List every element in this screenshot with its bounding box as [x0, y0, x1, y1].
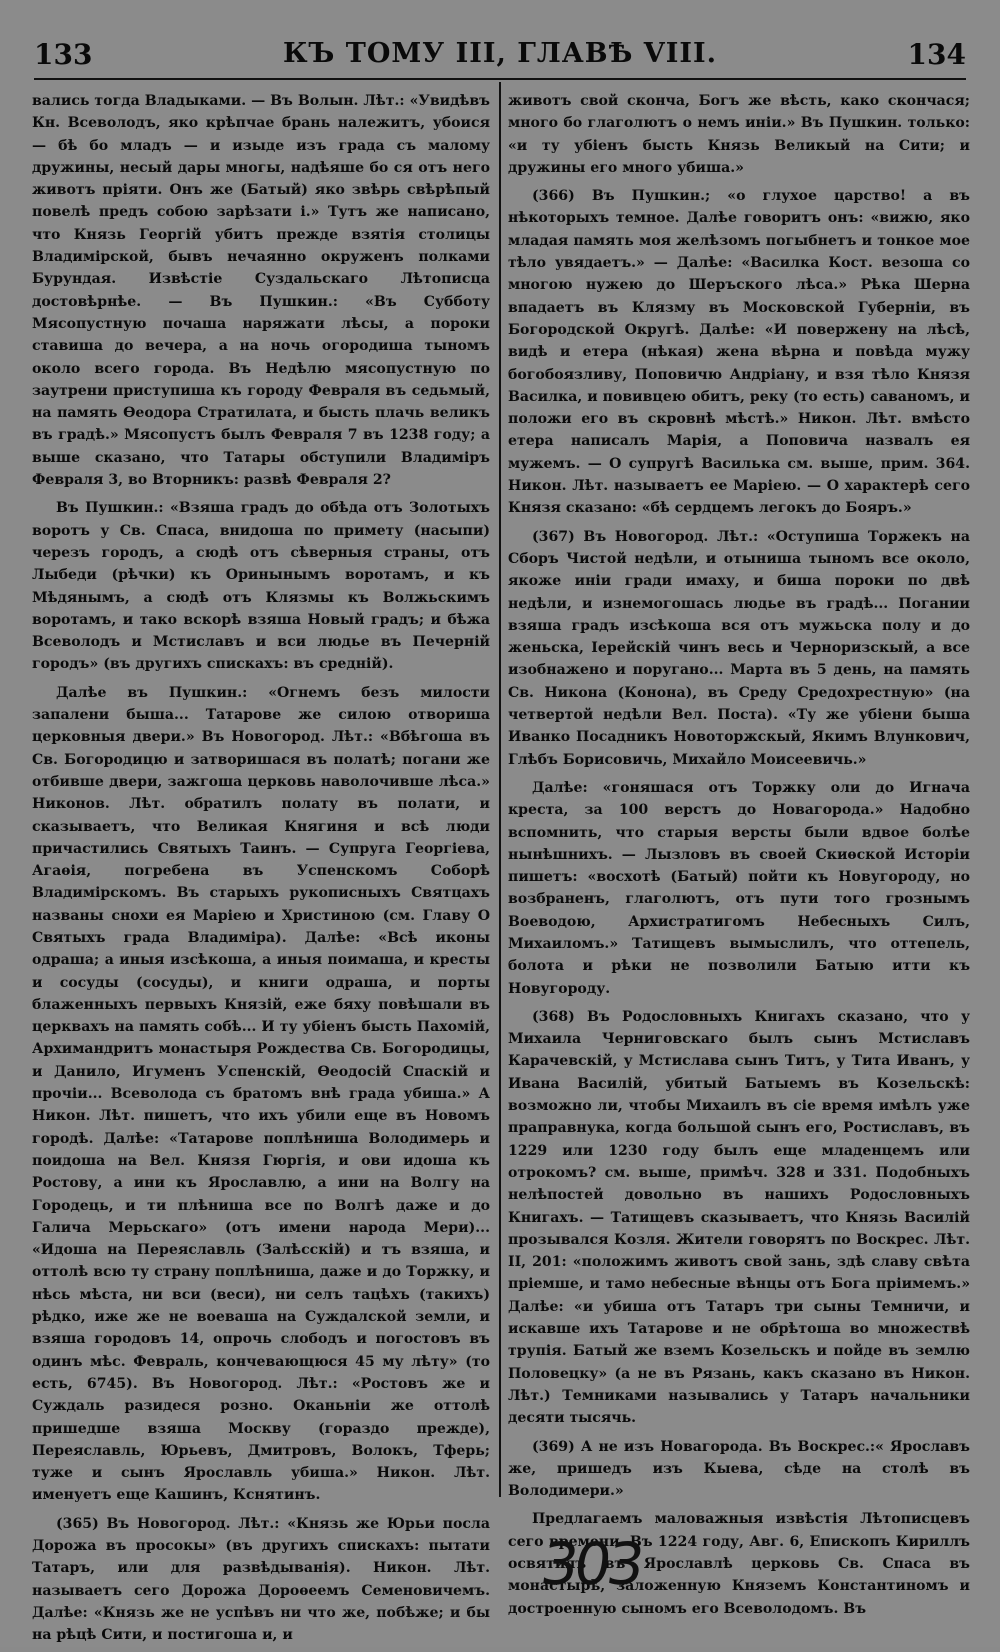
paragraph: Далѣе въ Пушкин.: «Огнемъ безъ милости запалени быша... Татарове же силою отвориша церковныя двери.» Въ Новогород. Лѣт.: «Вбѣгоша въ Св. Богородицю и затворишася въ полатѣ; погани же отбивше двери, зажгоша церковь наволочивше лѣса.» Никонов. Лѣт. обратилъ полату въ полати, и сказываетъ, что Великая Княгиня и всѣ люди причастились Святыхъ Таинъ. — Супруга Георгіева, Агаѳія, погребена въ Успенскомъ Соборѣ Владимірскомъ. Въ старыхъ рукописныхъ Святцахъ названы снохи ея Маріею и Христиною (см. Главу О Святыхъ града Владиміра). Далѣе: «Всѣ иконы одраша; а иныя изсѣкоша, а иныя поимаша, и кресты и сосуды (сосуды), и книги одраша, и порты блаженныхъ первыхъ Князій, еже бяху повѣшали въ церквахъ на память собѣ... И ту убіенъ бысть Пахомій, Архимандритъ монастыря Рождества Св. Богородицы, и Данило, Игуменъ Успенскій, Ѳеодосій Спаскій и прочіи... Всеволода съ братомъ внѣ града убиша.» А Никон. Лѣт. пишетъ, что ихъ убили еще въ Новомъ городѣ. Далѣе: «Татарове поплѣниша Володимерь и поидоша на Вел. Князя Гюргія, и ови идоша къ Ростову, а ини къ Ярославлю, а ини на Волгу на Городець, и ти плѣниша все по Волгѣ даже и до Галича Мерьскаго» (отъ имени народа Мери)... «Идоша на Переяславль (Залѣсскій) и тъ взяша, и оттолѣ всю ту страну поплѣниша, даже и до Торжку, и нѣсь мѣста, ни вси (веси), ни селъ тацѣхъ (такихъ) рѣдко, иже же не воеваша на Суждалской земли, и взяша городовъ 14, опрочь слободъ и погостовъ въ одинъ мѣс. Февраль, кончевающюся 45 му лѣту» (то есть, 6745). Въ Новогород. Лѣт.: «Ростовъ же и Суждаль разидеся розно. Оканьніи же оттолѣ пришедше взяша Москву (гораздо прежде), Переяславль, Юрьевъ, Дмитровъ, Волокъ, Тферь; туже и сынъ Ярославль убиша.» Никон. Лѣт. именуетъ еще Кашинъ, Кснятинъ. [32, 684, 490, 1504]
running-title: КЪ ТОМУ III, ГЛАВѢ VIII. [282, 38, 718, 69]
right-column [508, 90, 970, 1626]
paragraph: Далѣе: «гоняшася отъ Торжку оли до Игнача креста, за 100 верстъ до Новагорода.» Надобно вспомнить, что старыя версты были вдвое болѣе нынѣшнихъ. — Лызловъ въ своей Скиѳской Исторіи пишетъ: «восхотѣ (Батый) пойти къ Новугороду, но возбраненъ, глаголютъ, отъ пути того грознымъ Воеводою, Архистратигомъ Небесныхъ Силъ, Михаиломъ.» Татищевъ вымыслилъ, что оттепель, болота и рѣки не позволили Батыю итти къ Новугороду. [508, 779, 970, 997]
handwritten-number: 303 [536, 1530, 646, 1598]
page-number-right: 134 [907, 38, 966, 71]
paragraph: (368) Въ Родословныхъ Книгахъ сказано, что у Михаила Черниговскаго былъ сынъ Мстиславъ Карачевскій, у Мстислава сынъ Титъ, у Тита Иванъ, у Ивана Василій, убитый Батыемъ въ Козельскѣ: возможно ли, чтобы Михаилъ въ сіе время имѣлъ уже праправнука, когда большой сынъ его, Ростиславъ, въ 1229 или 1230 году былъ еще младенцемъ или отрокомъ? см. выше, примѣч. 328 и 331. Подобныхъ нелѣпостей довольно въ нашихъ Родословныхъ Книгахъ. — Татищевъ сказываетъ, что Князь Василій прозывался Козля. Жители говорятъ по Воскрес. Лѣт. II, 201: «положимъ животъ свой зань, здѣ славу свѣта пріемше, и тамо небесные вѣнцы отъ Бога пріимемъ.» Далѣе: «и убиша отъ Татаръ три сыны Темничи, и искавше ихъ Татарове и не обрѣтоша во множествѣ трупія. Батый же вземъ Козельскъ и пойде въ землю Половецку» (а не въ Рязань, какъ сказано въ Никон. Лѣт.) Темниками назывались у Татаръ начальники десяти тысячь. [508, 1008, 970, 1427]
column-divider [499, 82, 501, 1497]
running-header [34, 38, 966, 72]
paragraph: (366) Въ Пушкин.; «о глухое царство! а въ нѣкоторыхъ темное. Далѣе говоритъ онъ: «вижю, яко младая память моя желѣзомъ погыбнетъ и тонкое мое тѣло увядаетъ.» — Далѣе: «Василка Кост. везоша со многою нужею до Шеръского лѣса.» Рѣка Шерна впадаетъ въ Клязму въ Московской Губерніи, въ Богородской Округѣ. Далѣе: «И повержену на лѣсѣ, видѣ и етера (нѣкая) жена вѣрна и повѣда мужу богобоязливу, Поповичю Андріану, и взя тѣло Князя Василка, и повивцею обитъ, реку (то есть) саваномъ, и положи его въ скровнѣ мѣстѣ.» Никон. Лѣт. вмѣсто етера написалъ Марія, а Поповича назвалъ ея мужемъ. — О супругѣ Василька см. выше, прим. 364. Никон. Лѣт. называетъ ее Маріею. — О характерѣ сего Князя сказано: «бѣ сердцемъ легокъ до Бояръ.» [508, 188, 970, 517]
left-column [32, 90, 490, 1652]
paragraph: животъ свой скончa, Богъ же вѣсть, како скончася; много бо глаголютъ о немъ иніи.» Въ Пушкин. только: «и ту убіенъ бысть Князь Великый на Сити; и дружины его много убиша.» [508, 93, 970, 176]
paragraph: Въ Пушкин.: «Взяша градъ до обѣда отъ Золотыхъ воротъ у Св. Спаса, внидоша по примету (насыпи) черезъ городъ, а сюдѣ отъ сѣверныя страны, отъ Лыбеди (рѣчки) къ Оринынымъ воротамъ, и къ Мѣдянымъ, а сюдѣ отъ Клязмы къ Волжьскимъ воротамъ, и тако вскорѣ взяша Новый градъ; и бѣжа Всеволодъ и Мстиславъ и вси людье въ Печерній городъ» (въ другихъ спискахъ: въ средній). [32, 500, 490, 673]
paragraph: Предлагаемъ маловажныя извѣстія Лѣтописцевъ сего времени. Въ 1224 году, Авг. 6, Епископъ Кириллъ освятилъ въ Ярославлѣ церковь Св. Спаса въ монастырѣ, заложенную Княземъ Константиномъ и достроенную сыномъ его Всеволодомъ. Въ [508, 1511, 970, 1617]
paragraph: вались тогда Владыками. — Въ Волын. Лѣт.: «Увидѣвъ Кн. Всеволодъ, яко крѣпчае брань належитъ, убоися — бѣ бо младъ — и изыде изъ града съ малому дружины, несый дары многы, надѣяше бо ся отъ него животъ пріяти. Онъ же (Батый) яко звѣрь свѣрѣпый повелѣ предъ собою зарѣзати і.» Тутъ же написано, что Князь Георгій убитъ прежде взятія столицы Владимірской, бывъ нечаянно окруженъ полками Бурундая. Извѣстіе Суздальскаго Лѣтописца достовѣрнѣе. — Въ Пушкин.: «Въ Субботу Мясопустную почаша наряжати лѣсы, а пороки ставиша до вечера, а на ночь огородиша тыномъ около всего города. Въ Недѣлю мясопустную по заутрени приступиша къ городу Февраля въ седьмый, на память Ѳеодора Стратилата, и бысть плачь великъ въ градѣ.» Мясопустъ былъ Февраля 7 въ 1238 году; а выше сказано, что Татары обступили Владиміръ Февраля 3, во Вторникъ: развѣ Февраля 2? [32, 93, 490, 489]
paragraph: (367) Въ Новогород. Лѣт.: «Оступиша Торжекъ на Сборъ Чистой недѣли, и отыниша тыномъ все около, якоже иніи гради имаху, и биша пороки по двѣ недѣли, и изнемогошась людье въ градѣ... Погании взяша градъ изсѣкоша вся отъ мужьска полу и до женьска, Іерейскій чинъ весь и Черноризскый, а все изобнажено и поругано... Марта въ 5 день, на память Св. Никона (Конона), въ Среду Средохрестную» (на четвертой недѣли Вел. Поста). «Ту же убіени быша Иванко Посадникъ Новоторжскый, Якимъ Влункович, Глѣбъ Борисовичь, Михайло Моисеевичь.» [508, 528, 970, 768]
page-number-left: 133 [34, 38, 93, 71]
header-rule [34, 78, 966, 80]
paragraph: (365) Въ Новогород. Лѣт.: «Князь же Юрьи посла Дорожа въ просокы» (въ другихъ спискахъ: пытати Татаръ, или для развѣдыванія). Никон. Лѣт. называетъ сего Дорожа Дороѳеемъ Семеновичемъ. Далѣе: «Князь же не успѣвъ ни что же, побѣже; и бы на рѣцѣ Сити, и постигоша и, и [32, 1515, 490, 1644]
paragraph: (369) А не изъ Новагорода. Въ Воскрес.:« Ярославъ же, пришедъ изъ Кыева, сѣде на столѣ въ Володимери.» [508, 1438, 970, 1500]
